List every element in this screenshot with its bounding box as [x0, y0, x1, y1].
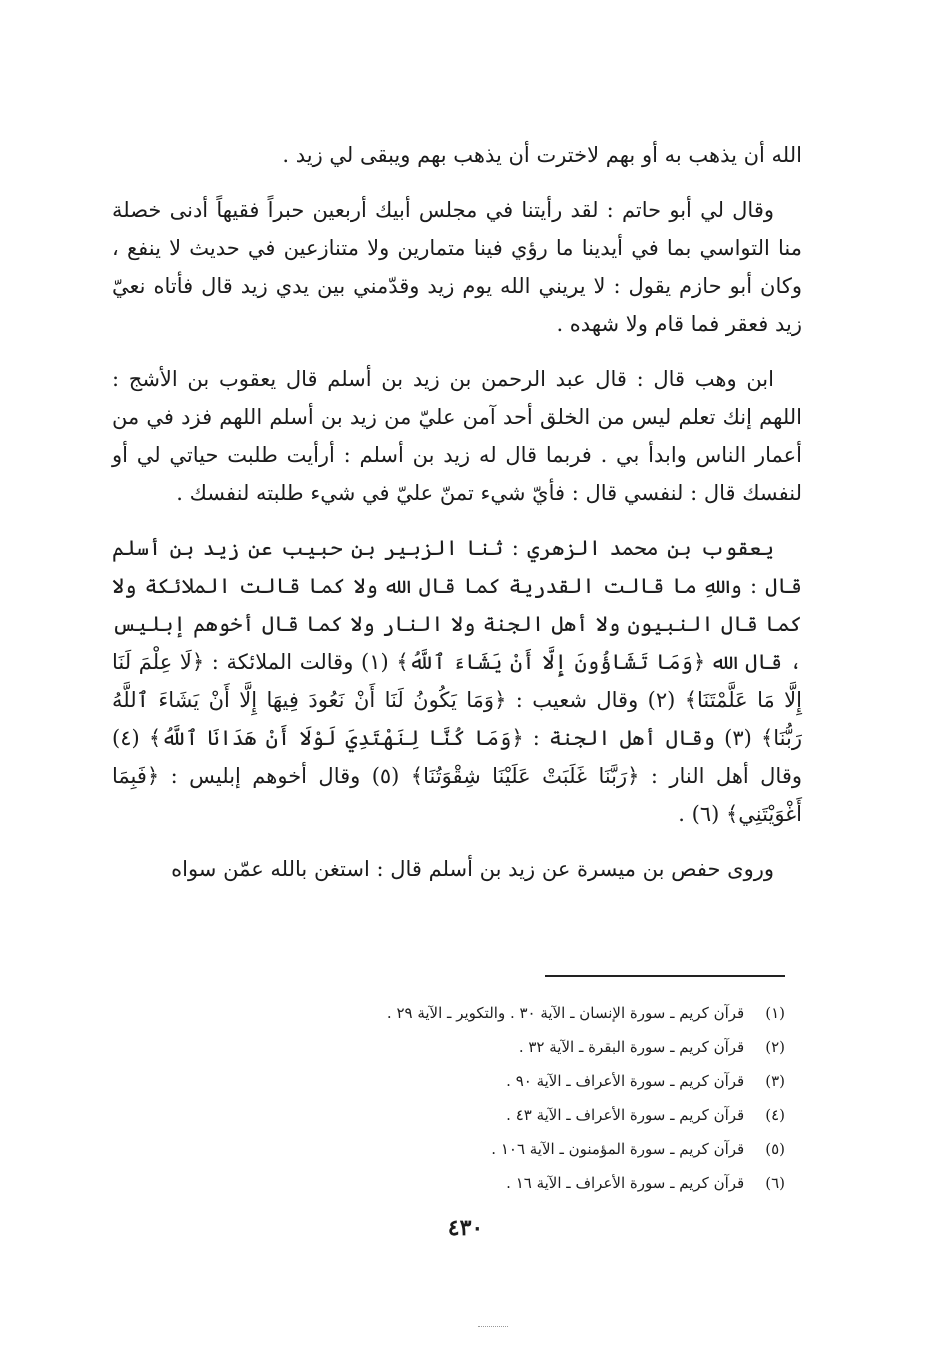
page-number: ٤٣٠ [447, 1215, 484, 1241]
footnotes-list [300, 996, 785, 1200]
footnote-number: (٢) [765, 1038, 785, 1056]
footnote-item [300, 996, 785, 1030]
footnote-item [300, 1166, 785, 1200]
footnote-item [300, 1132, 785, 1166]
footnote-number: (٤) [765, 1106, 785, 1124]
footnote-item [300, 1064, 785, 1098]
footnote-separator [545, 975, 785, 977]
footnote-text: قرآن كريم ـ سورة الأعراف ـ الآية ١٦ . [506, 1174, 745, 1192]
footnote-text: قرآن كريم ـ سورة البقرة ـ الآية ٣٢ . [518, 1038, 745, 1056]
paragraph: ابن وهب قال : قال عبد الرحمن بن زيد بن أسلم قال يعقوب بن الأشج : اللهم إنك تعلم ليس من الخلق أحد آمن عليّ من زيد بن أسلم اللهم فزد في من أعمار الناس وابدأ بي . فربما قال له زيد بن أسلم : أرأيت طلبت حياتي لي أو لنفسك قال : لنفسي قال : فأيّ شيء تمنّ عليّ في شيء طلبته لنفسك . [112, 367, 802, 505]
scan-edge-mark [478, 1326, 508, 1327]
paragraph: يعقوب بن محمد الزهري : ثنا الزبير بن حبيب عن زيد بن أسلم قال : واللهِ ما قالت القدرية كما قال الله ولا كما قالت الملائكة ولا كما قال النبيون ولا أهل الجنة ولا النار ولا كما قال أخوهم إبليس ، قال الله ﴿وَمَا تَشَاؤُونَ إِلَّا أَنْ يَشَاءَ ٱللَّهُ﴾ (١) وقالت الملائكة : ﴿لَا عِلْمَ لَنَا إِلَّا مَا عَلَّمْتَنَا﴾ (٢) وقال شعيب : ﴿وَمَا يَكُونُ لَنَا أَنْ نَعُودَ فِيهَا إِلَّا أَنْ يَشَاءَ ٱللَّهُ رَبُّنَا﴾ (٣) وقال أهل الجنة : ﴿وَمَا كُنَّا لِنَهْتَدِيَ لَوْلَا أَنْ هَدَانَا ٱللَّهُ﴾ (٤) وقال أهل النار : ﴿رَبَّنَا غَلَبَتْ عَلَيْنَا شِقْوَتُنَا﴾ (٥) وقال أخوهم إبليس : ﴿فَبِمَا أَغْوَيْتَنِي﴾ (٦) . [112, 536, 802, 826]
footnote-text: قرآن كريم ـ سورة الأعراف ـ الآية ٩٠ . [506, 1072, 745, 1090]
paragraph: وروى حفص بن ميسرة عن زيد بن أسلم قال : استغن بالله عمّن سواه [171, 857, 774, 881]
footnote-number: (١) [765, 1004, 785, 1022]
footnote-item [300, 1030, 785, 1064]
footnote-number: (٥) [765, 1140, 785, 1158]
main-text [112, 136, 802, 905]
paragraph: الله أن يذهب به أو بهم لاخترت أن يذهب بهم ويبقى لي زيد . [282, 143, 802, 167]
footnote-number: (٣) [765, 1072, 785, 1090]
footnote-text: قرآن كريم ـ سورة الأعراف ـ الآية ٤٣ . [506, 1106, 745, 1124]
footnote-number: (٦) [765, 1174, 785, 1192]
footnote-item [300, 1098, 785, 1132]
footnote-text: قرآن كريم ـ سورة الإنسان ـ الآية ٣٠ . والتكوير ـ الآية ٢٩ . [386, 1004, 745, 1022]
footnote-text: قرآن كريم ـ سورة المؤمنون ـ الآية ١٠٦ . [491, 1140, 745, 1158]
paragraph: وقال لي أبو حاتم : لقد رأيتنا في مجلس أبيك أربعين حبراً فقيهاً أدنى خصلة منا التواسي بما في أيدينا ما رؤي فينا متمارين ولا متنازعين في حديث لا ينفع ، وكان أبو حازم يقول : لا يريني الله يوم زيد وقدّمني بين يدي زيد قال فأتاه نعيّ زيد فعقر فما قام ولا شهده . [112, 198, 802, 336]
